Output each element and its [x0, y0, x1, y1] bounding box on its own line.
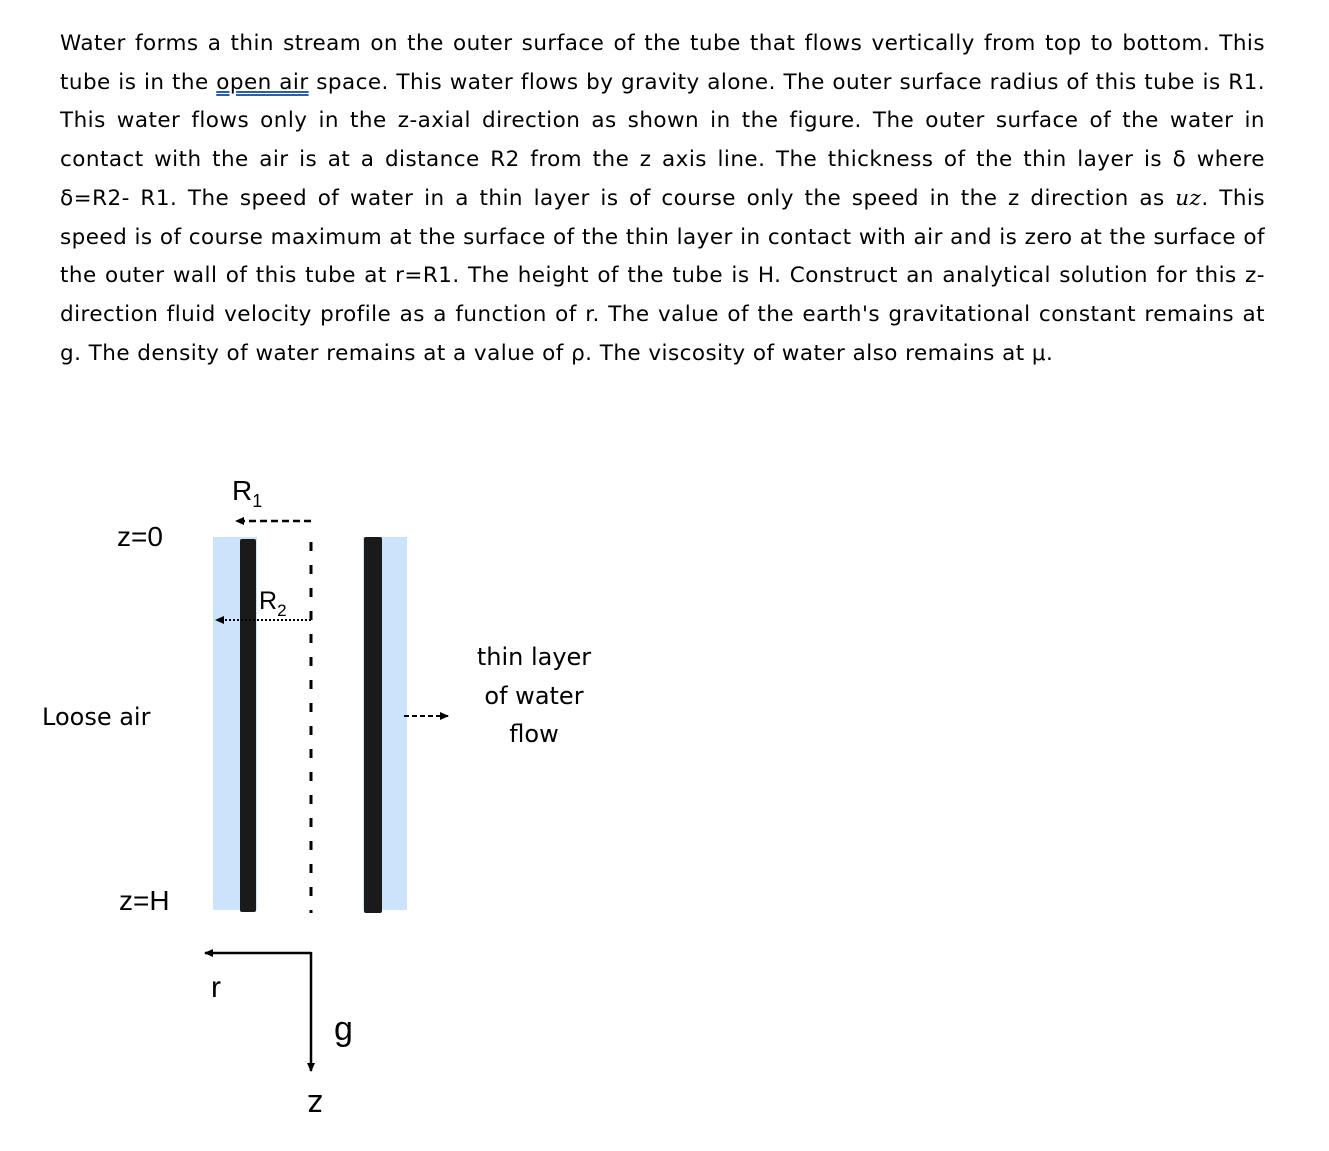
- problem-text-1: Water forms a thin stream on the outer surface of the tube that flows vertically from top to bottom. This tube is in the: [60, 31, 1265, 95]
- gravity-label: g: [334, 1010, 353, 1048]
- water-label-line3: flow: [509, 720, 559, 748]
- water-label-line2: of water: [484, 682, 584, 710]
- z-axis-label: z: [307, 1088, 323, 1124]
- velocity-variable: uz: [1175, 185, 1202, 211]
- air-label: Loose air: [42, 703, 151, 731]
- tube-wall-left: [240, 539, 256, 912]
- zH-label: z=H: [119, 885, 170, 916]
- open-air-link[interactable]: open air: [216, 69, 309, 95]
- r1-label: $R_1$: [232, 475, 263, 511]
- z0-label: z=0: [117, 521, 163, 552]
- problem-text-3: . This speed is of course maximum at the surface of the thin layer in contact with air and is zero at the surface of the outer wall of this tube at r=R1. The height of the tube is H. Construct an analytical solution for this z-direction fluid velocity profile as a function of r. The value of the earth's gravitational constant remains at g. The density of water remains at a value of ρ. The viscosity of water also remains at μ.: [60, 185, 1265, 366]
- water-label-line1: thin layer: [476, 643, 592, 671]
- tube-wall-right: [364, 537, 382, 913]
- problem-text-2: space. This water flows by gravity alone. The outer surface radius of this tube is R1. This water flows only in the z-axial direction as shown in the figure. The outer surface of the water in contact with the air is at a distance R2 from the z axis line. The thickness of the thin layer is δ where δ=R2- R1. The speed of water in a thin layer is of course only the speed in the z direction as: [60, 69, 1266, 211]
- r-axis-label: r: [211, 971, 221, 1004]
- r2-label: $R_2$: [259, 587, 287, 620]
